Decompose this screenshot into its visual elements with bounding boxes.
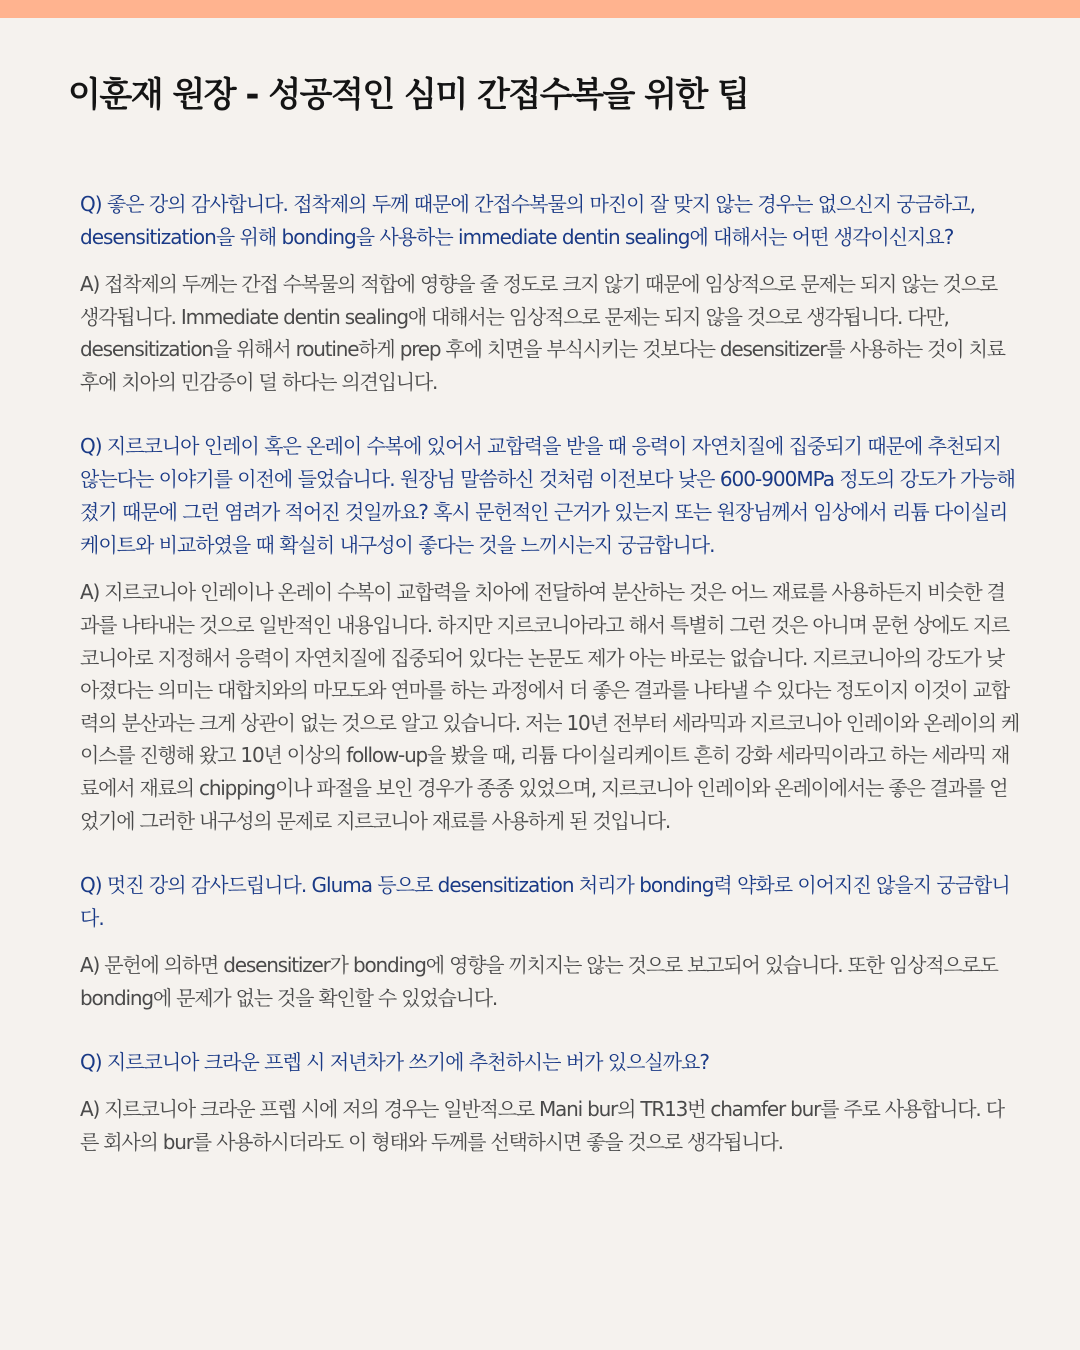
question-text: Q) 멋진 강의 감사드립니다. Gluma 등으로 desensitization 처리가 bonding력 약화로 이어지진 않을지 궁금합니다.: [80, 873, 1010, 931]
qa-list: [80, 188, 1020, 1159]
qa-item: [80, 188, 1020, 398]
answer-text: A) 접착제의 두께는 간접 수복물의 적합에 영향을 줄 정도로 크지 않기 때문에 임상적으로 문제는 되지 않는 것으로 생각됩니다. Immediate dentin sealing애 대해서는 임상적으로 문제는 되지 않을 것으로 생각됩니다. 다만, desensitization을 위해서 routine하게 prep 후에 치면을 부식시키는 것보다는 desensitizer를 사용하는 것이 치료 후에 치아의 민감증이 덜 하다는 의견입니다.: [80, 272, 1005, 394]
qa-item: [80, 869, 1020, 1014]
answer-text: A) 지르코니아 크라운 프렙 시에 저의 경우는 일반적으로 Mani bur의 TR13번 chamfer bur를 주로 사용합니다. 다른 회사의 bur를 사용하시더라도 이 형태와 두께를 선택하시면 좋을 것으로 생각됩니다.: [80, 1097, 1004, 1154]
question-text: Q) 지르코니아 인레이 혹은 온레이 수복에 있어서 교합력을 받을 때 응력이 자연치질에 집중되기 때문에 추천되지 않는다는 이야기를 이전에 들었습니다. 원장님 말씀하신 것처럼 이전보다 낮은 600-900MPa 정도의 강도가 가능해졌기 때문에 그런 염려가 적어진 것일까요? 혹시 문헌적인 근거가 있는지 또는 원장님께서 임상에서 리튬 다이실리케이트와 비교하였을 때 확실히 내구성이 좋다는 것을 느끼시는지 궁금합니다.: [80, 434, 1016, 558]
question-text: Q) 좋은 강의 감사합니다. 접착제의 두께 때문에 간접수복물의 마진이 잘 맞지 않는 경우는 없으신지 궁금하고, desensitization을 위해 bonding을 사용하는 immediate dentin sealing에 대해서는 어떤 생각이신지요?: [80, 192, 976, 249]
qa-item: [80, 430, 1020, 837]
qa-item: [80, 1046, 1020, 1158]
question-text: Q) 지르코니아 크라운 프렙 시 저년차가 쓰기에 추천하시는 버가 있으실까요?: [80, 1050, 709, 1075]
top-accent-bar: [0, 0, 1080, 18]
answer-text: A) 문헌에 의하면 desensitizer가 bonding에 영향을 끼치지는 않는 것으로 보고되어 있습니다. 또한 임상적으로도 bonding에 문제가 없는 것을 확인할 수 있었습니다.: [80, 953, 998, 1010]
page-title: 이훈재 원장 - 성공적인 심미 간접수복을 위한 팁: [68, 75, 749, 115]
answer-text: A) 지르코니아 인레이나 온레이 수복이 교합력을 치아에 전달하여 분산하는 것은 어느 재료를 사용하든지 비슷한 결과를 나타내는 것으로 일반적인 내용입니다. 하지만 지르코니아라고 해서 특별히 그런 것은 아니며 문헌 상에도 지르코니아로 지정해서 응력이 자연치질에 집중되어 있다는 논문도 제가 아는 바로는 없습니다. 지르코니아의 강도가 낮아졌다는 의미는 대합치와의 마모도와 연마를 하는 과정에서 더 좋은 결과를 나타낼 수 있다는 정도이지 이것이 교합력의 분산과는 크게 상관이 없는 것으로 알고 있습니다. 저는 10년 전부터 세라믹과 지르코니아 인레이와 온레이의 케이스를 진행해 왔고 10년 이상의 follow-up을 봤을 때, 리튬 다이실리케이트 흔히 강화 세라믹이라고 하는 세라믹 재료에서 재료의 chipping이나 파절을 보인 경우가 종종 있었으며, 지르코니아 인레이와 온레이에서는 좋은 결과를 얻었기에 그러한 내구성의 문제로 지르코니아 재료를 사용하게 된 것입니다.: [80, 580, 1020, 833]
